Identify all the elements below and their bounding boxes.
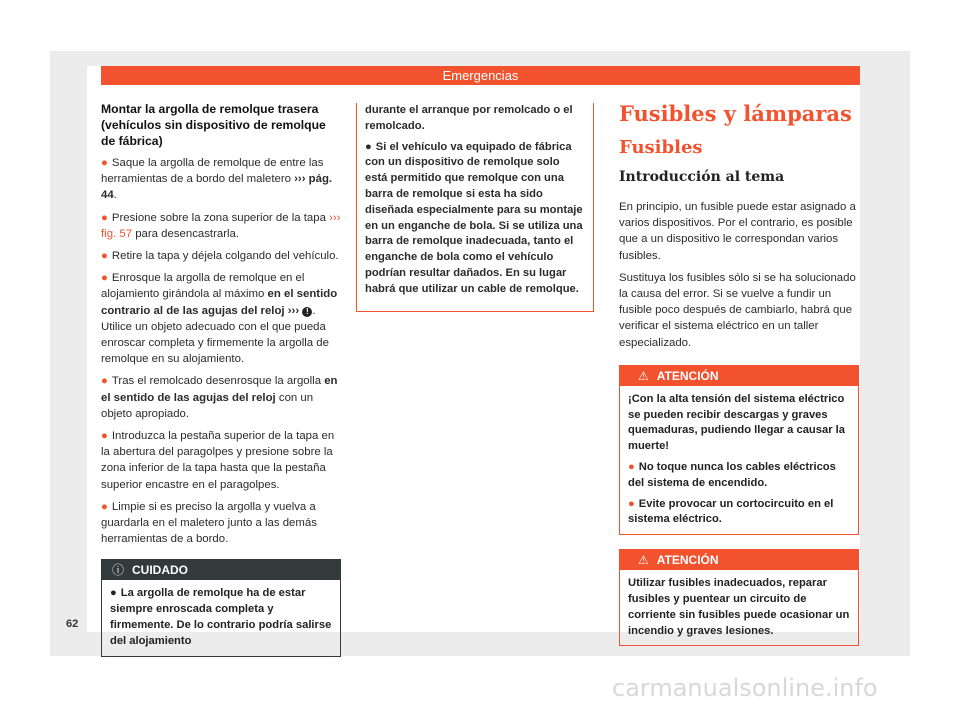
bullet-3: ● Retire la tapa y déjela colgando del vehículo. <box>101 250 339 263</box>
warning-header-2: ⚠ ATENCIÓN <box>620 550 858 570</box>
bullet-icon: ● <box>101 250 108 263</box>
bullet-2: ● Presione sobre la zona superior de la tapa ››› fig. 57 para desencastrarla. <box>101 211 341 240</box>
bullet-icon: ● <box>101 430 108 443</box>
chapter-title: Fusibles y lámparas <box>619 101 852 126</box>
warning-body-1: ¡Con la alta tensión del sistema eléctrico se pueden recibir descargas y graves quemaduras, pudiendo llegar a causar la muerte! ● No toque nunca los cables eléctricos del sistema de encendido. ● Evite provocar un cortocircuito en el sistema eléctrico. <box>628 392 845 526</box>
intro-paragraph-1: En principio, un fusible puede estar asignado a varios dispositivos. Por el contrario, es posible que a un dispositivo le correspondan varios fusibles. <box>619 201 856 262</box>
watermark: carmanualsonline.info <box>612 674 878 702</box>
warning-box-2 <box>619 549 859 646</box>
figure-reference-link[interactable]: ››› fig. 57 <box>101 211 341 240</box>
section-heading: Montar la argolla de remolque trasera (vehículos sin dispositivo de remolque de fábrica) <box>101 102 326 148</box>
bullet-icon: ● <box>628 497 635 510</box>
bullet-icon: ● <box>101 272 108 285</box>
bullet-4: ● Enrosque la argolla de remolque en el alojamiento girándola al máximo en el sentido contrario al de las agujas del reloj ››› ! . Utilice un objeto adecuado con el que pueda enroscar completa y firmemente la argolla de remolque en su alojamiento. <box>101 272 338 366</box>
caution-box-continued: durante el arranque por remolcado o el remolcado. ● Si el vehículo va equipado de fábrica con un dispositivo de remolque solo está permitido que remolque con una barra de remolque si esta ha sido diseñada especialmente para su montaje en un enganche de bola. Si se utiliza una barra de remolque inadecuada, tanto el enganche de bola como el vehículo podrían resultar dañados. En su lugar habrá que utilizar un cable de remolque. <box>356 103 594 312</box>
caution-header: ⓘ CUIDADO <box>102 560 340 580</box>
warning-triangle-icon: ⚠ <box>638 553 649 568</box>
exclamation-circle-icon: ! <box>302 307 312 317</box>
warning-triangle-icon: ⚠ <box>638 368 649 383</box>
page-reference-link[interactable]: ››› pág. 44 <box>101 173 333 202</box>
page-number: 62 <box>66 618 79 630</box>
bullet-icon: ● <box>101 157 108 169</box>
bullet-icon: ● <box>110 587 117 600</box>
intro-paragraph-2: Sustituya los fusibles sólo si se ha solucionado la causa del error. Si se vuelve a fundir un fusible poco después de cambiarlo, habrá que verificar el sistema eléctrico en un taller especializado. <box>619 271 856 349</box>
column-3 <box>619 101 859 646</box>
column-1 <box>101 101 341 657</box>
warning-header-1: ⚠ ATENCIÓN <box>620 366 858 386</box>
bullet-6: ● Introduzca la pestaña superior de la tapa en la abertura del paragolpes y presione sobre la zona inferior de la tapa hasta que la pestaña superior encastre en el paragolpes. <box>101 430 335 491</box>
bullet-icon: ● <box>101 500 108 513</box>
caution-box <box>101 559 341 656</box>
warning-box-1 <box>619 365 859 535</box>
bullet-1: ● Saque la argolla de remolque de entre las herramientas de a bordo del maletero ››› pág. 44. <box>101 157 333 202</box>
bullet-icon: ● <box>101 375 108 388</box>
caution-body: ● La argolla de remolque ha de estar siempre enroscada completa y firmemente. De lo contrario podría salirse del alojamiento <box>110 587 332 647</box>
info-icon: ⓘ <box>112 563 125 578</box>
column-2 <box>356 103 592 312</box>
warning-body-2: Utilizar fusibles inadecuados, reparar fusibles y puentear un circuito de corriente sin fusibles puede ocasionar un incendio y graves lesiones. <box>628 577 850 637</box>
bullet-icon: ● <box>365 140 372 153</box>
bullet-icon: ● <box>101 211 108 224</box>
warning-reference-link[interactable]: ››› <box>287 304 300 317</box>
section-header: Emergencias <box>101 66 860 85</box>
bullet-7: ● Limpie si es preciso la argolla y vuelva a guardarla en el maletero junto a las demás herramientas de a bordo. <box>101 500 317 546</box>
bullet-5: ● Tras el remolcado desenrosque la argolla en el sentido de las agujas del reloj con un objeto apropiado. <box>101 375 338 420</box>
bullet-icon: ● <box>628 461 635 474</box>
topic-title: Introducción al tema <box>619 169 785 185</box>
section-title: Fusibles <box>619 137 703 158</box>
